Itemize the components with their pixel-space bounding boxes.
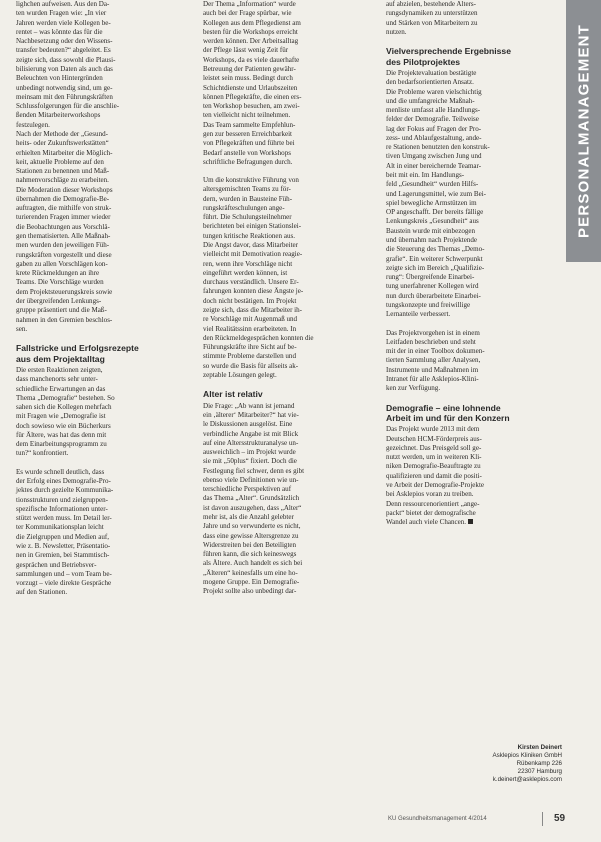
text-line: turierenden Fragen immer wieder (16, 213, 111, 222)
text-line: jektes durch gezielte Kommunika- (16, 486, 114, 495)
text-line: nutzen. (386, 27, 407, 36)
contact-city: 22307 Hamburg (517, 768, 562, 775)
text-line: Bedarf anstelle von Workshops (203, 148, 291, 157)
text-line: gen thematisierten. Alle Maßnah- (16, 232, 111, 241)
text-line: stützt werden muss. Im Detail ler- (16, 514, 112, 523)
text-line: rentet – was könnte das für die (16, 27, 103, 36)
section-heading (386, 46, 561, 69)
paragraph (16, 0, 198, 130)
text-line: Beleuchten von Hintergründen (16, 74, 103, 83)
text-line: Arbeit im und für den Konzern (386, 412, 510, 423)
text-line: nahmen in den Gremien beschlos- (16, 315, 113, 324)
text-line: ren, wenn ihre Vorschläge nicht (203, 259, 293, 268)
text-line: auf den Stationen. (16, 588, 68, 597)
text-column-1 (16, 0, 198, 598)
text-line: rungskräften vorgestellt und diese (16, 250, 112, 259)
text-line: Alter ist relativ (203, 389, 263, 400)
section-heading (203, 389, 380, 401)
text-line: gruppe präsentiert und die Maß- (16, 306, 107, 315)
text-line: wie z. B. Newsletter, Präsentatio- (16, 542, 111, 550)
paragraph (16, 468, 198, 598)
text-line: ten vielleicht nicht teilnehmen. (203, 111, 291, 120)
paragraph (203, 176, 380, 380)
text-line: rung“: Übergreifende Einarbei- (386, 273, 475, 282)
text-line: Leitfaden beschrieben und steht (386, 337, 476, 346)
text-line: altersgemischten Teams zu för- (203, 185, 291, 194)
text-line: mehr ist, als die Anzahl gelebter (203, 513, 294, 522)
text-line: Thema „Demografie“ bestehen. So (16, 393, 115, 402)
text-line: Die Projektevaluation bestätigte (386, 68, 477, 77)
text-line: als Ältere. Auch handelt es sich bei (203, 559, 303, 568)
footer-divider (542, 812, 543, 826)
text-line: transfer bedeuten?“ abgeleitet. Es (16, 46, 111, 55)
text-line: von Pflegekräften und führte bei (203, 139, 295, 148)
text-line: Schlussfolgerungen für die anschlie- (16, 102, 120, 111)
text-line: Denn ressourcenorientiert „ange- (386, 499, 480, 508)
text-line: vorzugt – viele direkte Gespräche (16, 579, 112, 588)
text-line: packt“ bietet der demografische (386, 508, 476, 517)
text-line: durchaus verständlich. Unsere Er- (203, 278, 299, 287)
text-line: führen kann, die sich keineswegs (203, 550, 297, 559)
text-line: ßenden Mitarbeiterworkshops (16, 111, 101, 120)
text-line: Kollegen aus dem Pflegedienst am (203, 18, 301, 27)
text-line: mogene Gruppe. Ein Demografie- (203, 578, 300, 586)
text-line: ken zur Verfügung. (386, 384, 441, 393)
text-line: auf abzielen, bestehende Alters- (386, 0, 477, 8)
text-line: führt. Die Schulungsteilnehmer (203, 213, 292, 222)
text-line: Das Team sammelte Empfehlun- (203, 120, 296, 129)
text-line: leistet sein muss. Bedingt durch (203, 74, 293, 83)
text-line: rungskräfteschulungen ange- (203, 203, 285, 212)
text-line: Führungskräfte ihre Sicht auf be- (203, 343, 297, 352)
text-line: so wurde die Basis für allseits ak- (203, 361, 299, 370)
text-line: Lenkungskreis „Gesundheit“ aus (386, 217, 479, 226)
text-line: Der Thema „Information“ wurde (203, 0, 296, 8)
paragraph (16, 366, 198, 459)
section-heading (386, 403, 561, 426)
text-line: zeigte sich, dass die Mitarbeiter ih- (203, 306, 303, 314)
text-line: die Zielgruppen und Medien auf, (16, 532, 109, 541)
text-line: Die Angst davor, dass Mitarbeiter (203, 241, 299, 250)
text-line: ter Kommunikationsplan leicht (16, 523, 104, 532)
text-line: den bedarfsorientierten Ansatz. (386, 78, 474, 87)
contact-name: Kirsten Deinert (517, 744, 562, 751)
text-line: aus dem Projektalltag (16, 353, 105, 364)
text-line: keit, aktuelle Probleme auf den (16, 157, 104, 166)
text-line: stimmte Probleme darstellen und (203, 352, 296, 361)
text-line: tun?“ konfrontiert. (16, 449, 69, 458)
text-line: das Thema „Alter“. Grundsätzlich (203, 494, 300, 503)
text-line: nun durch überarbeitete Einarbei- (386, 291, 481, 300)
text-line: die Steuerung des Themas „Demo- (386, 245, 485, 254)
paragraph (386, 0, 561, 37)
text-line: werden können. Der Arbeitsalltag (203, 37, 299, 46)
text-line: Fallstricke und Erfolgsrezepte (16, 343, 139, 354)
contact-email[interactable]: k.deinert@asklepios.com (492, 776, 562, 783)
text-line: vielleicht mit Demotivation reagie- (203, 250, 303, 259)
page-number: 59 (554, 813, 566, 824)
text-line: gaben zu allen Vorschlägen kon- (16, 259, 108, 268)
text-line: der übergreifenden Lenkungs- (16, 297, 102, 305)
text-line: dem Projektsteuerungskreis sowie (16, 287, 113, 296)
text-line: Wandel auch viele Chancen. (386, 518, 467, 527)
text-line: eingeführt werden können, ist (203, 268, 288, 277)
text-line: Lernanteile verbessert. (386, 310, 451, 319)
text-line: Um die konstruktive Führung von (203, 176, 299, 185)
text-line: nen in Gremien, bei Stammtisch- (16, 551, 110, 560)
text-line: des Pilotprojektes (386, 56, 461, 67)
text-line: gen zur besseren Erreichbarkeit (203, 129, 293, 138)
text-line: dern, wurden in Bausteine Füh- (203, 194, 293, 203)
section-tab (566, 0, 601, 262)
text-line: Schichtdienste und Urlaubszeiten (203, 83, 298, 92)
text-line: beit mit ein. Im Handlungs- (386, 171, 465, 180)
text-line: Nach der Methode der „Gesund- (16, 129, 108, 138)
text-line: und Lagerungsmittel, wie zum Bei- (386, 189, 487, 198)
text-line: Die Frage: „Ab wann ist jemand (203, 401, 295, 410)
text-line: lighchen aufweisen. Aus den Da- (16, 0, 110, 8)
text-line: spezifische Informationen unter- (16, 504, 108, 513)
contact-street: Rübenkamp 226 (516, 760, 562, 767)
text-line: berichteten bei einigen Stationslei- (203, 222, 302, 231)
text-line: Intranet für alle Asklepios-Klini- (386, 374, 479, 383)
text-line: können Pflegekräfte, die einen ers- (203, 92, 302, 101)
text-line: men wurden den jeweiligen Füh- (16, 241, 110, 250)
text-line: Jahre und so verwunderte es nicht, (203, 522, 301, 531)
text-line: Nachbesetzung oder den Wissens- (16, 37, 113, 46)
text-line: rungsdynamiken zu unterstützen (386, 9, 478, 18)
text-line: heits- oder Zukunftswerkstätten“ (16, 139, 109, 148)
text-line: ten Workshop besuchen, am zwei- (203, 102, 300, 111)
text-line: Instrumente und Maßnahmen im (386, 365, 479, 374)
text-line: Widerstreiten bei den Beteiligten (203, 540, 297, 549)
text-line: bei Asklepios voran zu treiben. (386, 490, 474, 499)
text-column-2 (203, 0, 380, 597)
text-line: viel Realitätssinn erarbeiteten. In (203, 324, 297, 333)
text-line: Demografie – eine lohnende (386, 402, 501, 413)
text-line: und Stärken von Mitarbeitern zu (386, 18, 478, 27)
text-line: le Diskussionen ausgelöst. Eine (203, 420, 293, 429)
text-line: tungskonzepte und freiwillige (386, 300, 471, 309)
text-line: zeigte sich im Bereich „Qualifizie- (386, 263, 485, 272)
text-line: besten für die Workshops erreicht (203, 27, 298, 36)
text-line: bilisierung von Daten als auch das (16, 64, 113, 73)
text-line: dass manchenorts sehr unter- (16, 375, 98, 384)
text-line: Vielversprechende Ergebnisse (386, 46, 511, 57)
text-line: übernahmen die Demografie-Be- (16, 194, 110, 203)
text-line: erhielten Mitarbeiter die Möglich- (16, 148, 113, 157)
text-line: tungen kritische Reaktionen aus. (203, 231, 295, 240)
text-line: „Älteren“ keinesfalls um eine ho- (203, 568, 298, 577)
paragraph (386, 425, 561, 527)
text-line: nahmenvorschläge zu erarbeiten. (16, 176, 109, 185)
text-line: mit der in einer Toolbox dokumen- (386, 347, 485, 356)
text-line: qualifizieren und damit die positi- (386, 471, 482, 480)
text-line: Alt in einer bereichernde Teamar- (386, 161, 482, 170)
text-line: feld „Gesundheit“ wurden Hilfs- (386, 180, 479, 189)
text-line: grafie“. Ein weiterer Schwerpunkt (386, 254, 483, 263)
paragraph (203, 402, 380, 597)
text-line: felder der Demografie. Teilweise (386, 115, 479, 124)
author-contact (480, 744, 562, 784)
text-line: doch sowieso wie ein Bücherkurs (16, 421, 111, 430)
text-line: ten wurden Fragen wie: „In vier (16, 9, 107, 18)
text-line: dass eine gewisse Altersgrenze zu (203, 531, 299, 540)
text-line: sahen sich die Kollegen mehrfach (16, 403, 112, 412)
text-line: tung unerfahrener Kollegen wird (386, 282, 479, 291)
text-line: Es wurde schnell deutlich, dass (16, 467, 105, 476)
text-line: spiel bewegliche Armstützen im (386, 198, 477, 207)
text-line: auch bei der Frage spürbar, wie (203, 9, 292, 18)
paragraph (16, 130, 198, 334)
text-line: Die ersten Reaktionen zeigten, (16, 365, 103, 374)
text-line: Stationen zu benennen und Maß- (16, 167, 110, 176)
text-line: für Ältere, was hat das denn mit (16, 430, 107, 439)
text-line: schriftliche Befragungen durch. (203, 157, 293, 166)
paragraph (386, 69, 561, 320)
text-line: den Rückmeldegesprächen konnten die (203, 333, 314, 342)
text-line: gesprächen und Betriebsver- (16, 560, 97, 569)
text-line: sen. (16, 324, 28, 333)
text-line: Festlegung fiel schwer, denn es gibt (203, 466, 305, 475)
text-line: ebenso viele Definitionen wie un- (203, 475, 299, 484)
contact-organization: Asklepios Kliniken GmbH (492, 752, 562, 759)
end-mark-icon (468, 519, 473, 524)
text-line: sie mit „50plus“ fixiert. Doch die (203, 457, 297, 466)
text-line: unbedingt notwendig sind, um ge- (16, 83, 113, 92)
text-line: re Vorschläge mit Augenmaß und (203, 315, 298, 324)
text-line: Jahren werden viele Kollegen be- (16, 18, 111, 27)
text-line: Die Moderation dieser Workshops (16, 185, 113, 194)
text-line: dem Einarbeitungsprogramm zu (16, 440, 107, 449)
text-line: meinsam mit den Führungskräften (16, 92, 113, 101)
text-line: zeigte sich, dass sowohl die Plausi- (16, 55, 116, 64)
text-line: tiven Umgang zwischen Jung und (386, 152, 482, 161)
text-line: nutzt werden, um in weiteren Kli- (386, 453, 482, 462)
footer-journal: KU Gesundheitsmanagement 4/2014 (388, 816, 487, 822)
text-line: auftragten, die mithilfe von struk- (16, 204, 112, 213)
text-line: tierten Sammlung aller Analysen, (386, 356, 481, 365)
text-line: tionsstrukturen und zielgruppen- (16, 495, 108, 504)
text-line: Deutschen HCM-Förderpreis aus- (386, 434, 482, 443)
paragraph (203, 0, 380, 167)
text-line: und die umfangreiche Maßnah- (386, 96, 475, 105)
text-line: niken Demografie-Beauftragte zu (386, 462, 481, 471)
text-line: Teams. Die Vorschläge wurden (16, 278, 104, 287)
text-line: terschiedliche Perspektiven auf (203, 485, 292, 494)
text-line: Workshops, da es viele dauerhafte (203, 55, 300, 64)
text-line: festzulegen. (16, 120, 50, 129)
text-line: die Beobachtungen aus Vorschlä- (16, 222, 110, 231)
text-line: krete Rückmeldungen an ihre (16, 269, 100, 278)
text-line: OP angeschafft. Der bereits fällige (386, 208, 484, 217)
text-line: ist davon auszugehen, dass „Alter“ (203, 503, 302, 512)
text-line: re Stationen benutzten den konstruk- (386, 143, 490, 152)
text-line: Das Projekt wurde 2013 mit dem (386, 425, 480, 434)
text-line: fahrungen konnten diese Ängste je- (203, 287, 304, 296)
text-line: mit Fragen wie „Demografie ist (16, 412, 106, 421)
text-line: Projekt sollte also unbedingt dar- (203, 587, 297, 596)
text-line: ausweichlich – im Projekt wurde (203, 448, 296, 457)
text-line: ein ‚älterer‘ Mitarbeiter?“ hat vie- (203, 410, 299, 419)
text-line: ve Arbeit der Demografie-Projekte (386, 481, 485, 489)
text-line: zess- und Ablaufgestaltung, ande- (386, 133, 482, 142)
text-line: zeptable Lösungen gelegt. (203, 370, 277, 379)
text-line: auf eine Altersstrukturanalyse un- (203, 438, 299, 447)
text-line: Baustein wurde mit einbezogen (386, 226, 476, 235)
text-line: gezeichnet. Das Preisgeld soll ge- (386, 443, 482, 452)
text-line: doch nicht bestätigen. Im Projekt (203, 296, 297, 305)
text-line: sammlungen und – vom Team be- (16, 569, 112, 578)
text-line: Betreuung der Patienten gewähr- (203, 64, 296, 73)
text-line: und übernahm nach Projektende (386, 236, 477, 244)
section-tab-label: PERSONALMANAGEMENT (575, 23, 592, 239)
text-line: der Erfolg eines Demografie-Pro- (16, 477, 111, 486)
paragraph (386, 329, 561, 394)
text-line: der Pflege lässt wenig Zeit für (203, 46, 289, 55)
text-line: Die Probleme waren vielschichtig (386, 87, 482, 96)
text-line: verbindliche Angabe ist mit Blick (203, 429, 299, 438)
text-column-3 (386, 0, 561, 527)
text-line: Das Projektvorgehen ist in einem (386, 328, 480, 337)
text-line: schiedliche Erwartungen an das (16, 384, 106, 393)
section-heading (16, 343, 198, 366)
text-line: menliste umfasst alle Handlungs- (386, 106, 481, 115)
text-line: lag der Fokus auf Fragen der Pro- (386, 124, 482, 133)
